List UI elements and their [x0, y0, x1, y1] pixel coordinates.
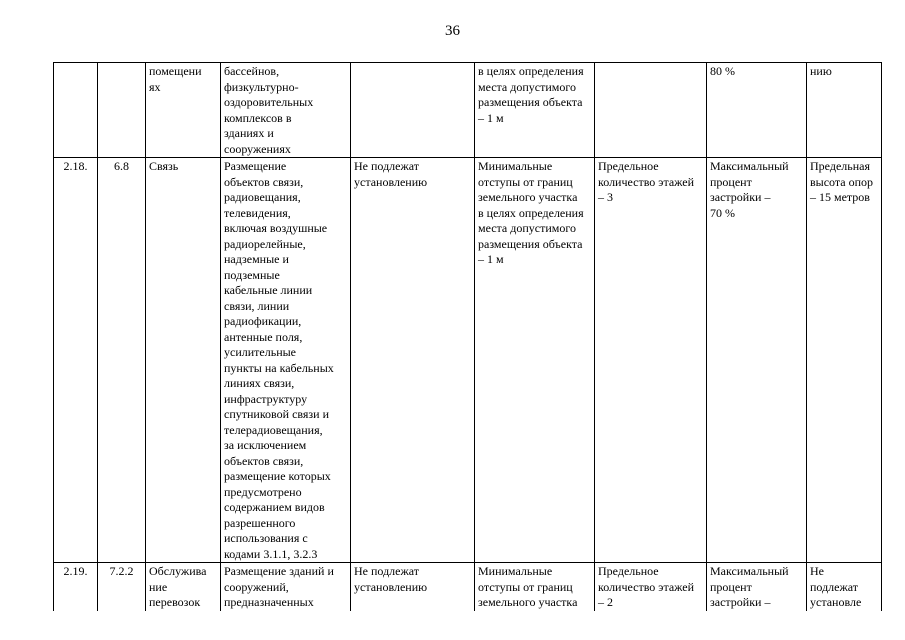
- cell-floors: [595, 63, 707, 158]
- cell-use-description: Размещение объектов связи, радиовещания, телевидения, включая воздушные радиорелейные, надземные и подземные кабельные линии связи, линии радиофикации, антенные поля, усилительные пункты на кабельных линиях связи, инфраструктуру спутниковой связи и телерадиовещания, за исключением объектов связи, размещение которых предусмотрено содержанием видов разрешенного использования с кодами 3.1.1, 3.2.3: [221, 158, 351, 563]
- cell-floors: Предельное количество этажей – 2: [595, 563, 707, 611]
- cell-use-description: Размещение зданий и сооружений, предназначенных: [221, 563, 351, 611]
- cell-use-name: Связь: [146, 158, 221, 563]
- cell-plot-size: Не подлежат установлению: [351, 563, 475, 611]
- cell-floors: Предельное количество этажей – 3: [595, 158, 707, 563]
- cell-plot-size: [351, 63, 475, 158]
- cell-other-limits: Предельная высота опор – 15 метров: [807, 158, 882, 563]
- table-row-continued: [54, 63, 882, 158]
- table-row-2-19: [54, 563, 882, 611]
- cell-setbacks: в целях определения места допустимого размещения объекта – 1 м: [475, 63, 595, 158]
- cell-number: 2.19.: [54, 563, 98, 611]
- cell-other-limits: Не подлежат установле: [807, 563, 882, 611]
- cell-code: 6.8: [98, 158, 146, 563]
- cell-use-description: бассейнов, физкультурно- оздоровительных комплексов в зданиях и сооружениях: [221, 63, 351, 158]
- cell-use-name: Обслужива ние перевозок: [146, 563, 221, 611]
- cell-number: 2.18.: [54, 158, 98, 563]
- cell-coverage: Максимальный процент застройки – 70 %: [707, 158, 807, 563]
- page-number: 36: [445, 23, 460, 39]
- cell-plot-size: Не подлежат установлению: [351, 158, 475, 563]
- cell-code: 7.2.2: [98, 563, 146, 611]
- land-use-table: [53, 62, 882, 611]
- cell-coverage: Максимальный процент застройки –: [707, 563, 807, 611]
- cell-other-limits: нию: [807, 63, 882, 158]
- cell-setbacks: Минимальные отступы от границ земельного участка в целях определения места допустимого размещения объекта – 1 м: [475, 158, 595, 563]
- cell-use-name: помещени ях: [146, 63, 221, 158]
- table-row-2-18: [54, 158, 882, 563]
- cell-number: [54, 63, 98, 158]
- cell-code: [98, 63, 146, 158]
- cell-coverage: 80 %: [707, 63, 807, 158]
- cell-setbacks: Минимальные отступы от границ земельного участка: [475, 563, 595, 611]
